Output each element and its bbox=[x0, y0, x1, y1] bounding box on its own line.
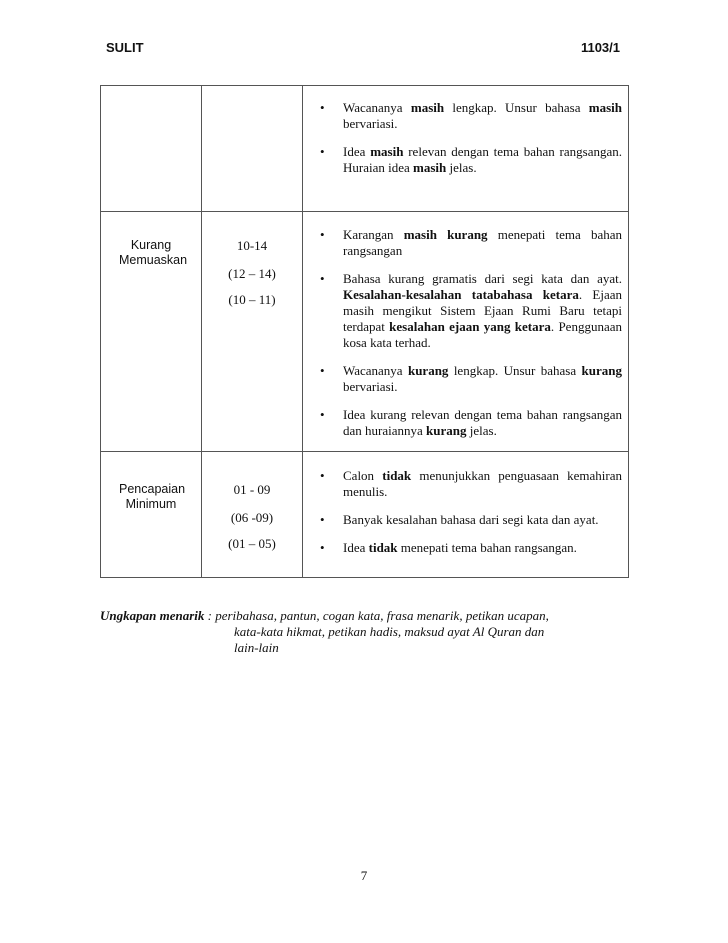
mark-subrange: (06 -09) bbox=[230, 510, 274, 525]
note-term: Ungkapan menarik bbox=[100, 608, 205, 623]
bullet-icon: • bbox=[320, 271, 325, 286]
criterion-emphasis: kurang bbox=[426, 423, 467, 438]
level-label: Pencapaian Minimum bbox=[119, 482, 186, 511]
criterion-text: relevan dengan tema bahan rangsangan. Huraian idea bbox=[343, 144, 623, 175]
criterion-item bbox=[303, 468, 628, 500]
criterion-emphasis: masih bbox=[588, 100, 622, 115]
bullet-icon: • bbox=[320, 363, 325, 378]
note-line-3: lain-lain bbox=[234, 640, 279, 655]
criteria-cell bbox=[303, 86, 629, 212]
criterion-text: lengkap. Unsur bahasa bbox=[444, 100, 589, 115]
mark-range: 01 - 09 bbox=[233, 482, 271, 497]
criterion-emphasis: tidak bbox=[382, 468, 412, 483]
criterion-emphasis: kesalahan ejaan yang ketara bbox=[389, 319, 551, 334]
level-cell bbox=[101, 86, 202, 212]
criterion-text: Bahasa kurang gramatis dari segi kata dan ayat. bbox=[343, 271, 622, 286]
marks-cell bbox=[202, 86, 303, 212]
criterion-emphasis: kurang bbox=[581, 363, 622, 378]
rubric-table bbox=[100, 85, 629, 578]
page-number: 7 bbox=[360, 868, 368, 883]
criterion-text: Idea bbox=[343, 540, 369, 555]
bullet-icon: • bbox=[320, 144, 325, 159]
criterion-text: Idea bbox=[343, 144, 371, 159]
criterion-emphasis: masih bbox=[413, 160, 447, 175]
bullet-icon: • bbox=[320, 540, 325, 555]
criterion-text: . Ejaan masih mengikut Sistem Ejaan Rumi Baru tetapi terdapat bbox=[343, 287, 623, 334]
criterion-text: Idea kurang relevan dengan tema bahan rangsangan dan huraiannya bbox=[343, 407, 622, 438]
note-line-2: kata-kata hikmat, petikan hadis, maksud ayat Al Quran dan bbox=[234, 624, 545, 639]
criterion-item bbox=[303, 407, 628, 439]
criterion-emphasis: masih kurang bbox=[403, 227, 488, 242]
criterion-item bbox=[303, 227, 628, 259]
mark-subrange: (10 – 11) bbox=[228, 292, 276, 307]
level-label: Kurang Memuaskan bbox=[119, 238, 188, 267]
criterion-text: Wacananya bbox=[343, 363, 408, 378]
table-row bbox=[101, 86, 629, 212]
marks-list bbox=[202, 482, 302, 552]
criterion-emphasis: masih bbox=[370, 144, 404, 159]
criterion-item bbox=[303, 144, 628, 176]
criterion-text: menepati tema bahan rangsangan bbox=[343, 227, 622, 258]
bullet-icon: • bbox=[320, 468, 325, 483]
table-row bbox=[101, 452, 629, 578]
bullet-icon: • bbox=[320, 512, 325, 527]
criterion-text: bervariasi. bbox=[343, 116, 398, 131]
marks-cell bbox=[202, 212, 303, 452]
criterion-text: lengkap. Unsur bahasa bbox=[448, 363, 582, 378]
criterion-text: menepati tema bahan rangsangan. bbox=[397, 540, 577, 555]
table-row bbox=[101, 212, 629, 452]
level-cell bbox=[101, 212, 202, 452]
criteria-list bbox=[303, 468, 628, 556]
criterion-emphasis: kurang bbox=[407, 363, 449, 378]
criterion-item bbox=[303, 100, 628, 132]
criteria-cell bbox=[303, 212, 629, 452]
criterion-item bbox=[303, 271, 628, 351]
criterion-text: Wacananya bbox=[343, 100, 411, 115]
mark-subrange: (12 – 14) bbox=[228, 266, 276, 281]
criterion-item bbox=[303, 363, 628, 395]
bullet-icon: • bbox=[320, 100, 325, 115]
criterion-text: jelas. bbox=[466, 423, 497, 438]
bullet-icon: • bbox=[320, 407, 325, 422]
criterion-emphasis: masih bbox=[410, 100, 445, 115]
criterion-text: Calon bbox=[343, 468, 383, 483]
marks-list bbox=[202, 238, 302, 308]
criterion-text: bervariasi. bbox=[343, 379, 398, 394]
criteria-list bbox=[303, 100, 628, 176]
criterion-emphasis: tidak bbox=[368, 540, 398, 555]
mark-subrange: (01 – 05) bbox=[228, 536, 276, 551]
criterion-text: jelas. bbox=[446, 160, 477, 175]
criterion-text: . Penggunaan kosa kata terhad. bbox=[343, 319, 622, 350]
criterion-text: menunjukkan penguasaan kemahiran menulis. bbox=[343, 468, 622, 499]
criteria-cell bbox=[303, 452, 629, 578]
criterion-item bbox=[303, 540, 628, 556]
criterion-emphasis: Kesalahan-kesalahan tatabahasa ketara bbox=[343, 287, 579, 302]
header-left: SULIT bbox=[106, 40, 144, 55]
criterion-item bbox=[303, 512, 628, 528]
note-line-1: : peribahasa, pantun, cogan kata, frasa menarik, petikan ucapan, bbox=[204, 608, 549, 623]
criterion-text: Karangan bbox=[343, 227, 404, 242]
criterion-text: Banyak kesalahan bahasa dari segi kata dan ayat. bbox=[343, 512, 599, 527]
level-cell bbox=[101, 452, 202, 578]
criteria-list bbox=[303, 227, 628, 439]
note-block bbox=[100, 608, 630, 656]
bullet-icon: • bbox=[320, 227, 325, 242]
marks-cell bbox=[202, 452, 303, 578]
mark-range: 10-14 bbox=[236, 238, 268, 253]
header-right: 1103/1 bbox=[580, 40, 620, 55]
